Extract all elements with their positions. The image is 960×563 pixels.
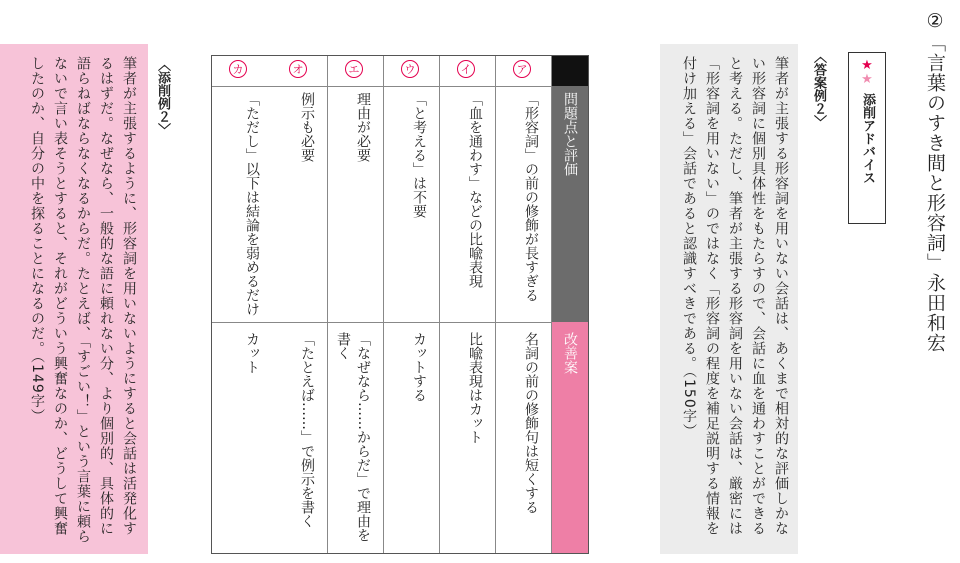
- improvement-cell: 「たとえば……」で例示を書く: [299, 332, 315, 528]
- header-corner: [552, 56, 588, 86]
- answer-example-box: [660, 44, 798, 554]
- problem-cell: 「血を通わす」などの比喩表現: [467, 92, 483, 288]
- advice-box: [848, 52, 886, 224]
- evaluation-table: [211, 55, 589, 554]
- page-title: ②「言葉のすき間と形容詞」永田和宏: [924, 10, 946, 353]
- improvement-header: [552, 322, 588, 553]
- row-mark: ウ: [401, 60, 419, 78]
- problem-cell: 「ただし」以下は結論を弱めるだけ: [244, 92, 260, 316]
- table-row: [496, 56, 552, 553]
- problem-cell: 「と考える」は不要: [411, 92, 427, 218]
- improvement-header-label: 改善案: [562, 332, 578, 374]
- correction-example-heading: 〈添削例２〉: [155, 58, 170, 136]
- table-row: [328, 56, 384, 553]
- answer-example-text: 筆者が主張する形容詞を用いない会話は、あくまで相対的な評価しかない形容詞に個別具体性をもたらすので、会話に血を通わすことができると考える。ただし、筆者が主張する形容詞を用いない会話は、厳密には「形容詞を用いない」のではなく「形容詞の程度を補足説明する情報を付け加える」会話であると認識すべきである。（150字）: [681, 56, 789, 536]
- correction-example-box: [0, 44, 148, 554]
- problem-cell: 「形容詞」の前の修飾が長すぎる: [523, 92, 539, 302]
- problem-cell: 例示も必要: [299, 92, 315, 162]
- improvement-cell: 比喩表現はカット: [467, 332, 483, 444]
- row-mark: オ: [289, 60, 307, 78]
- star-icon: ★: [861, 71, 873, 87]
- correction-example-text: 筆者が主張するように、形容詞を用いないようにすると会話は活発化するはずだ。なぜなら、一般的な語に頼れない分、より個別的、具体的に語らねばならなくなるからだ。たとえば、「すごい！」という言葉に頼らないで言い表そうとすると、それがどういう興奮なのか、どうして興奮したのか、自分の中を探ることになるのだ。（149字）: [29, 56, 137, 544]
- improvement-cell: 「なぜなら……からだ」で理由を書く: [335, 332, 371, 542]
- rating-stars: [849, 59, 885, 86]
- table-row: [440, 56, 496, 553]
- table-row: [212, 56, 272, 553]
- star-icon: ★: [861, 58, 873, 73]
- divider: [212, 86, 552, 87]
- problem-header-label: 問題点と評価: [562, 92, 578, 176]
- divider: [212, 322, 552, 323]
- improvement-cell: カット: [244, 332, 260, 374]
- row-mark: ア: [513, 60, 531, 78]
- row-mark: カ: [229, 60, 247, 78]
- table-row: [272, 56, 328, 553]
- advice-label: 添削アドバイス: [860, 93, 875, 184]
- row-mark: イ: [457, 60, 475, 78]
- answer-example-heading: 〈答案例２〉: [811, 50, 826, 128]
- row-mark: エ: [345, 60, 363, 78]
- improvement-cell: 名詞の前の修飾句は短くする: [523, 332, 539, 514]
- improvement-cell: カットする: [411, 332, 427, 402]
- problem-header: [552, 56, 588, 322]
- problem-cell: 理由が必要: [355, 92, 371, 162]
- table-row: [384, 56, 440, 553]
